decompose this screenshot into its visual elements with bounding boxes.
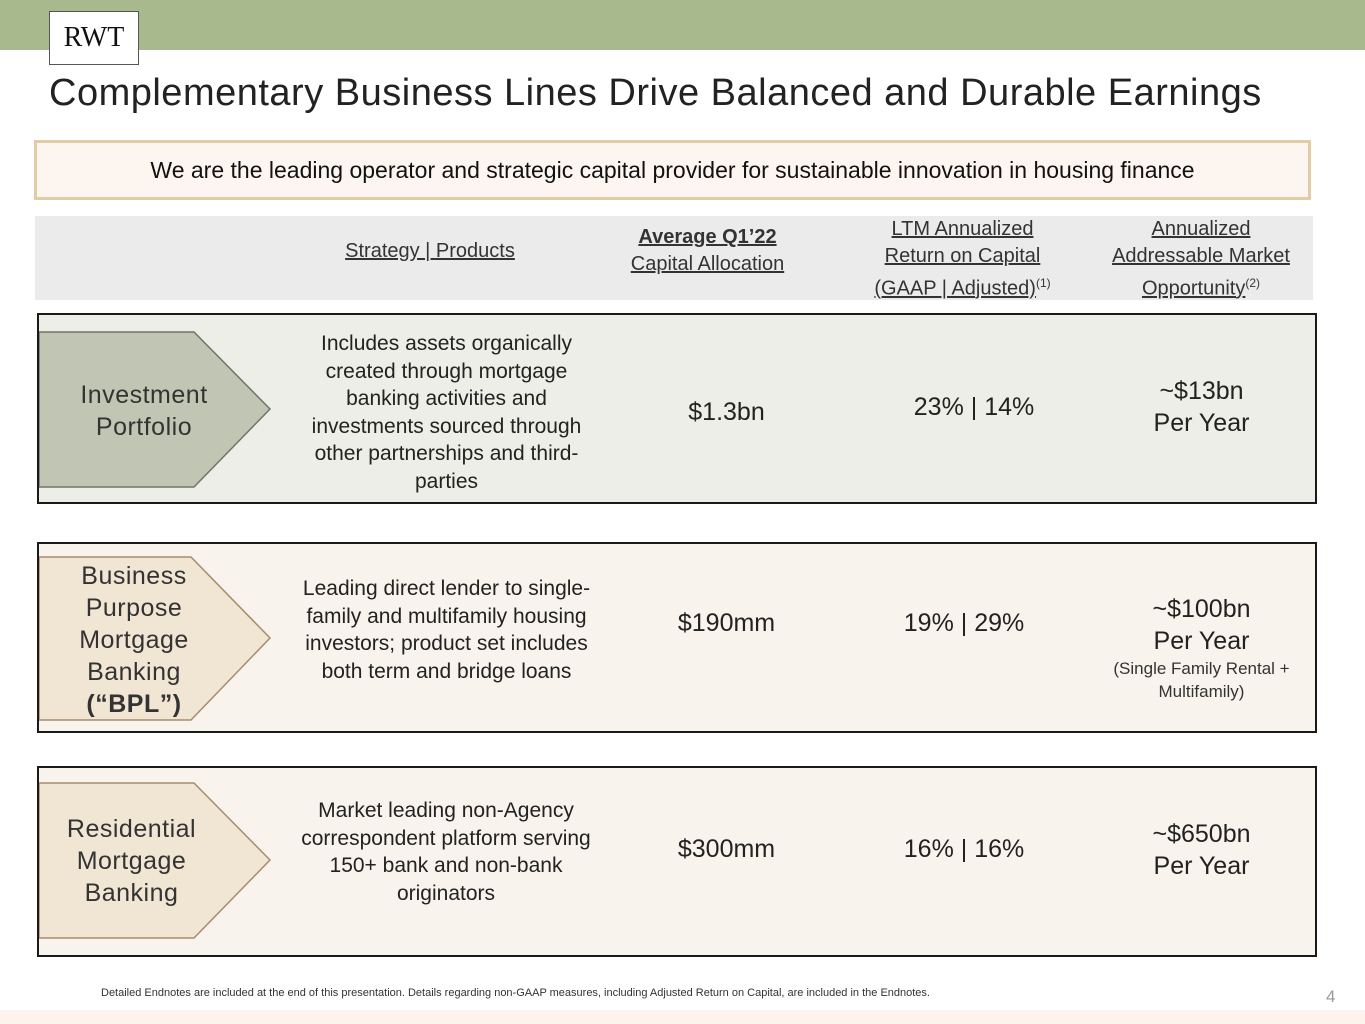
business-line-description: Market leading non-Agency correspondent platform serving 150+ bank and non-bank originators xyxy=(301,799,591,905)
return-on-capital-value: 19% | 29% xyxy=(903,609,1025,637)
capital-allocation-value: $190mm xyxy=(677,609,776,637)
addressable-market-value: ~$650bn Per Year xyxy=(1152,820,1251,880)
page-number: 4 xyxy=(1326,987,1336,1006)
mission-statement: We are the leading operator and strategic capital provider for sustainable innovation in housing finance xyxy=(34,140,1311,200)
column-header-band xyxy=(35,216,1313,300)
return-on-capital-value: 23% | 14% xyxy=(913,393,1035,421)
addressable-market-value: ~$13bn Per Year xyxy=(1153,377,1250,437)
capital-allocation-value: $300mm xyxy=(677,835,776,863)
business-line-name: Business Purpose Mortgage Banking (“BPL”) xyxy=(79,562,189,718)
footnote: Detailed Endnotes are included at the end of this presentation. Details regarding non-GAAP measures, including Adjusted Return on Capital, are included in the Endnotes. xyxy=(101,987,930,999)
business-line-description: Leading direct lender to single-family and multifamily housing investors; product set includes both term and bridge loans xyxy=(302,577,591,683)
business-line-row xyxy=(37,542,1317,733)
addressable-market-value: ~$100bn Per Year (Single Family Rental + Multifamily) xyxy=(1099,593,1304,703)
header-return-on-capital: LTM Annualized Return on Capital (GAAP | Adjusted)$^{(1)}$ xyxy=(874,218,1051,300)
business-line-row xyxy=(37,313,1317,504)
bottom-band xyxy=(0,1010,1365,1024)
header-capital-allocation: Average Q1’22 Capital Allocation xyxy=(630,226,785,275)
top-banner xyxy=(0,0,1365,50)
business-line-name: Investment Portfolio xyxy=(80,381,208,441)
addressable-market-note: (Single Family Rental + Multifamily) xyxy=(1113,659,1290,701)
page-title: Complementary Business Lines Drive Balanced and Durable Earnings xyxy=(49,72,1262,114)
capital-allocation-value: $1.3bn xyxy=(688,398,765,426)
business-line-name: Residential Mortgage Banking xyxy=(66,815,197,907)
return-on-capital-value: 16% | 16% xyxy=(903,835,1025,863)
company-logo: RWT xyxy=(49,11,139,65)
header-addressable-market: Annualized Addressable Market Opportunity$^{(2)}$ xyxy=(1112,218,1290,300)
header-strategy: Strategy | Products xyxy=(345,240,515,262)
business-line-row xyxy=(37,766,1317,957)
business-line-description: Includes assets organically created through mortgage banking activities and investments sourced through other partnerships and third-parties xyxy=(311,332,582,493)
